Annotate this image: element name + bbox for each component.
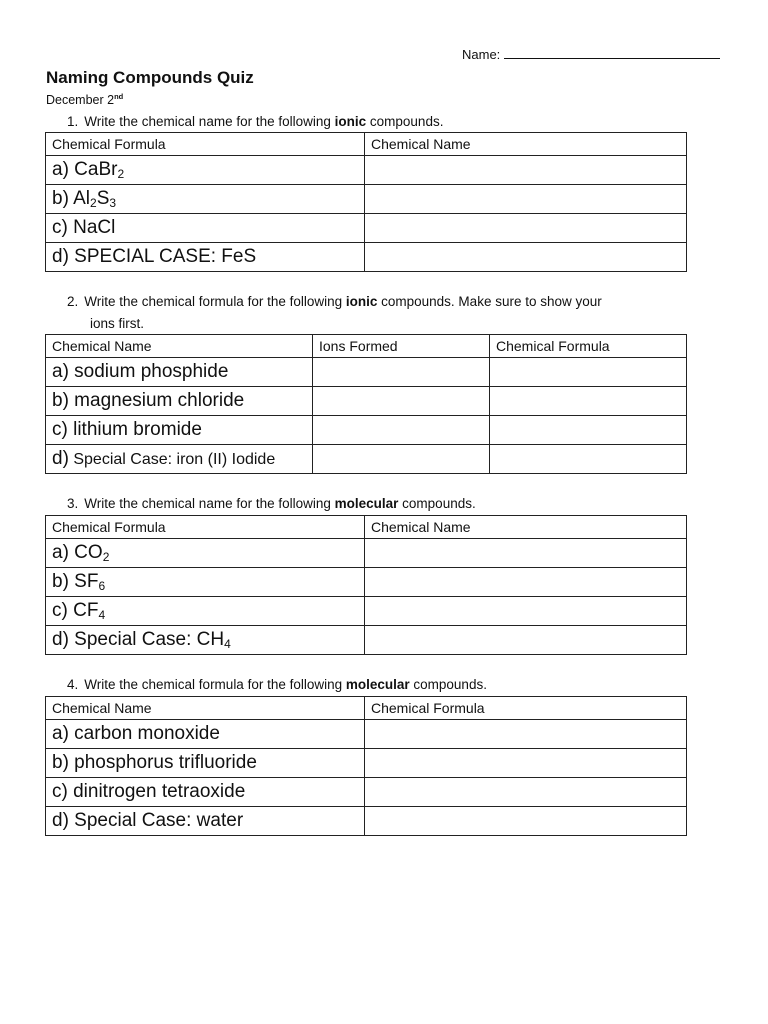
prompt-text: Write the chemical formula for the following [84, 294, 346, 309]
formula-text: b) SF [52, 571, 99, 592]
answer-cell[interactable] [490, 358, 687, 387]
compound-cell: b) magnesium chloride [46, 387, 313, 416]
table-row [46, 778, 687, 807]
prompt-keyword: molecular [345, 677, 410, 692]
formula-subscript: 3 [109, 196, 117, 210]
date-suffix: nd [114, 92, 124, 101]
table-row [46, 416, 687, 445]
table-row [46, 807, 687, 836]
answer-cell[interactable] [490, 416, 687, 445]
compound-cell [46, 185, 365, 214]
prompt-keyword: ionic [334, 114, 367, 129]
prompt-text: compounds. [398, 496, 476, 511]
table-row [46, 445, 687, 474]
compound-cell [46, 445, 313, 474]
compound-cell: a) carbon monoxide [46, 720, 365, 749]
table-row [46, 626, 687, 655]
name-blank-line [504, 46, 720, 59]
answer-cell[interactable] [365, 568, 687, 597]
formula-text: c) NaCl [52, 217, 116, 238]
table-row [46, 358, 687, 387]
table-row [46, 720, 687, 749]
answer-cell[interactable] [365, 214, 687, 243]
table-header-row [46, 697, 687, 720]
answer-cell[interactable] [365, 778, 687, 807]
formula-subscript: 6 [98, 579, 106, 593]
column-header: Ions Formed [313, 335, 490, 358]
question-3-prompt [67, 493, 476, 515]
ions-cell[interactable] [313, 358, 490, 387]
column-header: Chemical Name [46, 335, 313, 358]
compound-cell: c) lithium bromide [46, 416, 313, 445]
question-4-table [45, 696, 687, 836]
table-row [46, 156, 687, 185]
ions-cell[interactable] [313, 387, 490, 416]
formula-text: d) Special Case: CH [52, 629, 225, 650]
question-number: 4. [67, 677, 79, 692]
name-field [462, 46, 720, 62]
column-header: Chemical Name [365, 133, 687, 156]
formula-subscript: 4 [224, 637, 231, 651]
question-number: 2. [67, 294, 79, 309]
compound-text: Special Case: iron (II) Iodide [68, 451, 276, 468]
table-row [46, 185, 687, 214]
table-row [46, 597, 687, 626]
name-label: Name: [462, 47, 501, 62]
table-header-row [46, 516, 687, 539]
formula-text: d) SPECIAL CASE: FeS [52, 246, 257, 267]
compound-cell: a) sodium phosphide [46, 358, 313, 387]
answer-cell[interactable] [365, 156, 687, 185]
answer-cell[interactable] [490, 387, 687, 416]
answer-cell[interactable] [365, 807, 687, 836]
column-header: Chemical Name [365, 516, 687, 539]
question-2-table [45, 334, 687, 474]
answer-cell[interactable] [365, 720, 687, 749]
table-header-row [46, 335, 687, 358]
compound-cell: d) Special Case: water [46, 807, 365, 836]
formula-text: b) Al [52, 188, 91, 209]
table-row [46, 214, 687, 243]
compound-cell [46, 243, 365, 272]
table-row [46, 749, 687, 778]
answer-cell[interactable] [490, 445, 687, 474]
table-header-row [46, 133, 687, 156]
answer-cell[interactable] [365, 597, 687, 626]
compound-cell [46, 597, 365, 626]
prompt-keyword: ionic [345, 294, 378, 309]
formula-text: S [96, 188, 110, 209]
formula-text: a) CaBr [52, 159, 118, 180]
prompt-continuation: ions first. [90, 316, 145, 331]
answer-cell[interactable] [365, 539, 687, 568]
question-4-prompt [67, 674, 487, 696]
prompt-text: Write the chemical formula for the following [84, 677, 346, 692]
question-2-prompt [67, 291, 727, 335]
question-number: 1. [67, 114, 79, 129]
compound-cell: b) phosphorus trifluoride [46, 749, 365, 778]
prompt-text: compounds. [366, 114, 444, 129]
answer-cell[interactable] [365, 185, 687, 214]
table-row [46, 243, 687, 272]
compound-cell: c) dinitrogen tetraoxide [46, 778, 365, 807]
question-3-table [45, 515, 687, 655]
prompt-text: Write the chemical name for the following [84, 114, 335, 129]
compound-cell [46, 626, 365, 655]
question-1-prompt [67, 111, 443, 133]
compound-cell [46, 156, 365, 185]
table-row [46, 539, 687, 568]
formula-text: a) CO [52, 542, 103, 563]
column-header: Chemical Formula [490, 335, 687, 358]
page-title: Naming Compounds Quiz [46, 68, 254, 87]
formula-subscript: 2 [117, 167, 125, 181]
column-header: Chemical Name [46, 697, 365, 720]
compound-cell [46, 568, 365, 597]
ions-cell[interactable] [313, 445, 490, 474]
prompt-text: compounds. Make sure to show your [377, 294, 602, 309]
prompt-text: Write the chemical name for the following [84, 496, 335, 511]
formula-subscript: 2 [90, 196, 97, 210]
ions-cell[interactable] [313, 416, 490, 445]
answer-cell[interactable] [365, 626, 687, 655]
compound-cell [46, 214, 365, 243]
compound-cell [46, 539, 365, 568]
question-1-table [45, 132, 687, 272]
quiz-date [46, 92, 123, 107]
prompt-keyword: molecular [334, 496, 399, 511]
table-row [46, 568, 687, 597]
answer-cell[interactable] [365, 749, 687, 778]
formula-text: c) CF [52, 600, 99, 621]
row-letter: d) [52, 448, 69, 469]
answer-cell[interactable] [365, 243, 687, 272]
question-number: 3. [67, 496, 79, 511]
column-header: Chemical Formula [46, 516, 365, 539]
prompt-text: compounds. [409, 677, 487, 692]
formula-subscript: 2 [102, 550, 110, 564]
table-row [46, 387, 687, 416]
formula-subscript: 4 [98, 608, 106, 622]
column-header: Chemical Formula [365, 697, 687, 720]
date-text: December 2 [46, 93, 115, 108]
column-header: Chemical Formula [46, 133, 365, 156]
